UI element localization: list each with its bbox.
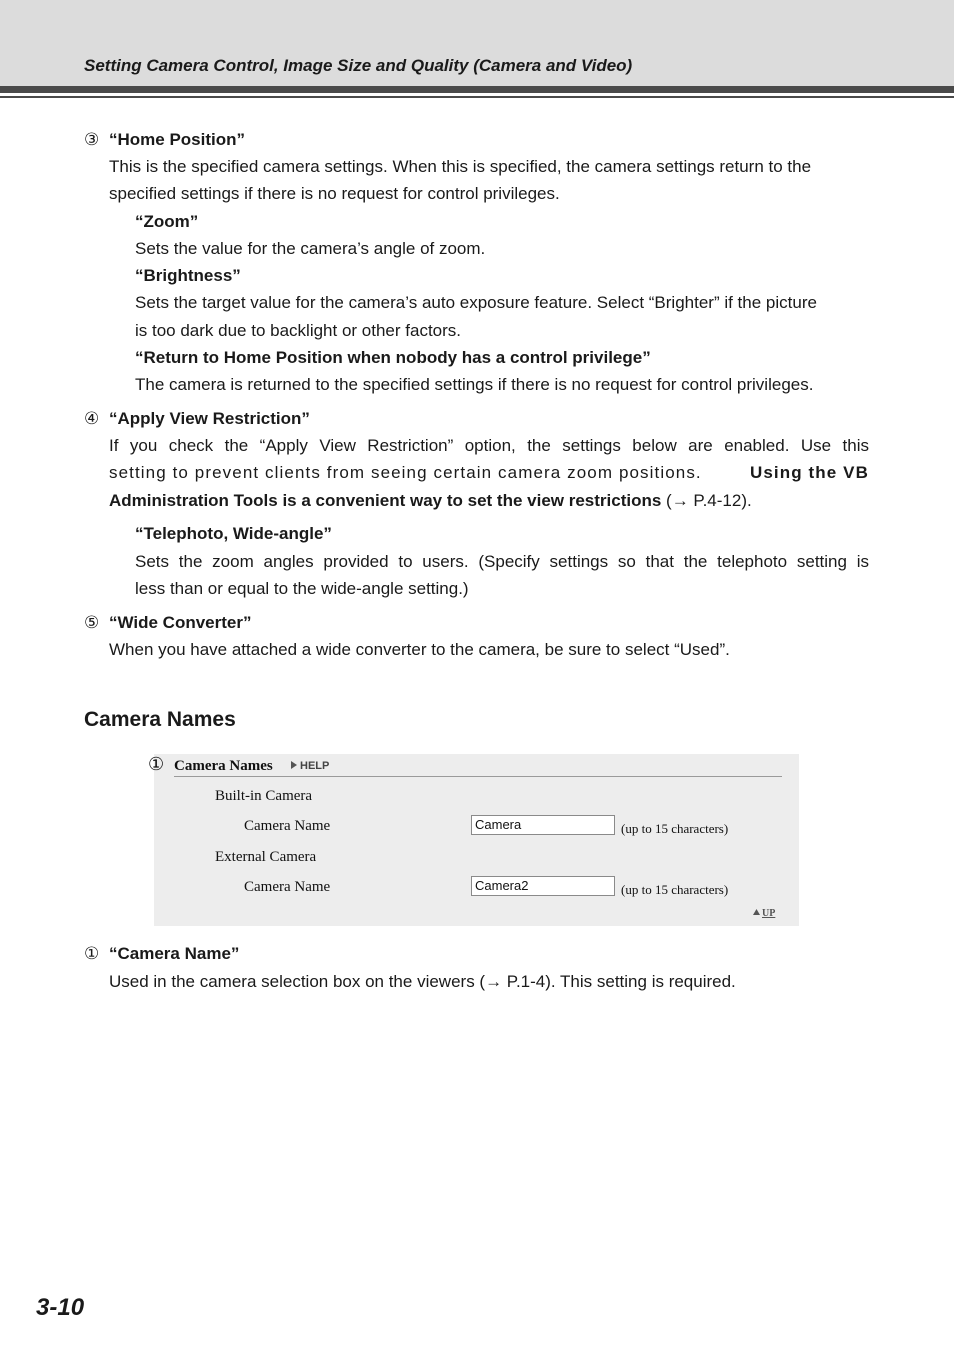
up-link[interactable]: UP (762, 908, 776, 919)
up-arrow-icon (752, 908, 761, 916)
zoom-title: “Zoom” (135, 212, 199, 231)
help-arrow-icon (290, 760, 298, 770)
home-position-desc-2: specified settings if there is no request for control privileges. (109, 184, 560, 203)
brightness-title: “Brightness” (135, 266, 241, 285)
view-restriction-title: “Apply View Restriction” (109, 409, 310, 428)
wide-converter-desc: When you have attached a wide converter to the camera, be sure to select “Used”. (109, 640, 730, 659)
builtin-camera-name-label: Camera Name (244, 818, 331, 834)
builtin-hint: (up to 15 characters) (621, 821, 729, 836)
item-number-3: ③ (84, 130, 100, 149)
panel-rule (174, 776, 782, 777)
brightness-desc-2: is too dark due to backlight or other factors. (135, 321, 462, 340)
telephoto-desc-1: Sets the zoom angles provided to users. (Specify settings so that the telephoto setting is (135, 552, 869, 571)
header-rule-thin (0, 96, 954, 98)
view-restriction-desc-2b: Using the VB (750, 463, 869, 482)
camera-name-title: “Camera Name” (109, 944, 240, 963)
panel-title: Camera Names (174, 758, 273, 774)
camera-name-desc: Used in the camera selection box on the viewers (→ P.1-4). This setting is required. (109, 972, 736, 991)
return-home-desc: The camera is returned to the specified settings if there is no request for control privileges. (135, 375, 814, 394)
zoom-desc: Sets the value for the camera’s angle of zoom. (135, 239, 486, 258)
header-title: Setting Camera Control, Image Size and Quality (Camera and Video) (84, 56, 633, 75)
builtin-camera-name-input[interactable]: Camera (471, 815, 615, 835)
home-position-desc-1: This is the specified camera settings. When this is specified, the camera settings return to the (109, 157, 812, 176)
item-number-5: ⑤ (84, 613, 100, 632)
view-restriction-desc-3b: (→ P.4-12). (666, 491, 752, 510)
external-camera-name-label: Camera Name (244, 879, 331, 895)
brightness-desc-1: Sets the target value for the camera’s auto exposure feature. Select “Brighter” if the picture (135, 293, 817, 312)
view-restriction-desc-2a: setting to prevent clients from seeing certain camera zoom positions. (109, 463, 702, 482)
panel-marker: ① (148, 754, 165, 774)
help-link[interactable]: HELP (300, 760, 330, 772)
telephoto-desc-2: less than or equal to the wide-angle setting.) (135, 579, 469, 598)
header-rule-thick (0, 86, 954, 93)
camera-names-panel (148, 754, 799, 926)
external-hint: (up to 15 characters) (621, 882, 729, 897)
telephoto-title: “Telephoto, Wide-angle” (135, 524, 332, 543)
return-home-title: “Return to Home Position when nobody has a control privilege” (135, 348, 651, 367)
view-restriction-desc-3a: Administration Tools is a convenient way to set the view restrictions (109, 491, 662, 510)
item-number-4: ④ (84, 409, 100, 428)
page-number: 3-10 (36, 1294, 85, 1321)
home-position-title: “Home Position” (109, 130, 246, 149)
section-title: Camera Names (84, 708, 236, 731)
external-camera-label: External Camera (215, 849, 317, 865)
item-number-1: ① (84, 944, 100, 963)
page-header (0, 0, 954, 86)
view-restriction-desc-2 (109, 459, 869, 486)
external-camera-name-input[interactable]: Camera2 (471, 876, 615, 896)
view-restriction-desc-3 (109, 487, 869, 514)
builtin-camera-label: Built-in Camera (215, 788, 313, 804)
view-restriction-desc-1: If you check the “Apply View Restriction” option, the settings below are enabled. Use this (109, 436, 869, 455)
wide-converter-title: “Wide Converter” (109, 613, 252, 632)
